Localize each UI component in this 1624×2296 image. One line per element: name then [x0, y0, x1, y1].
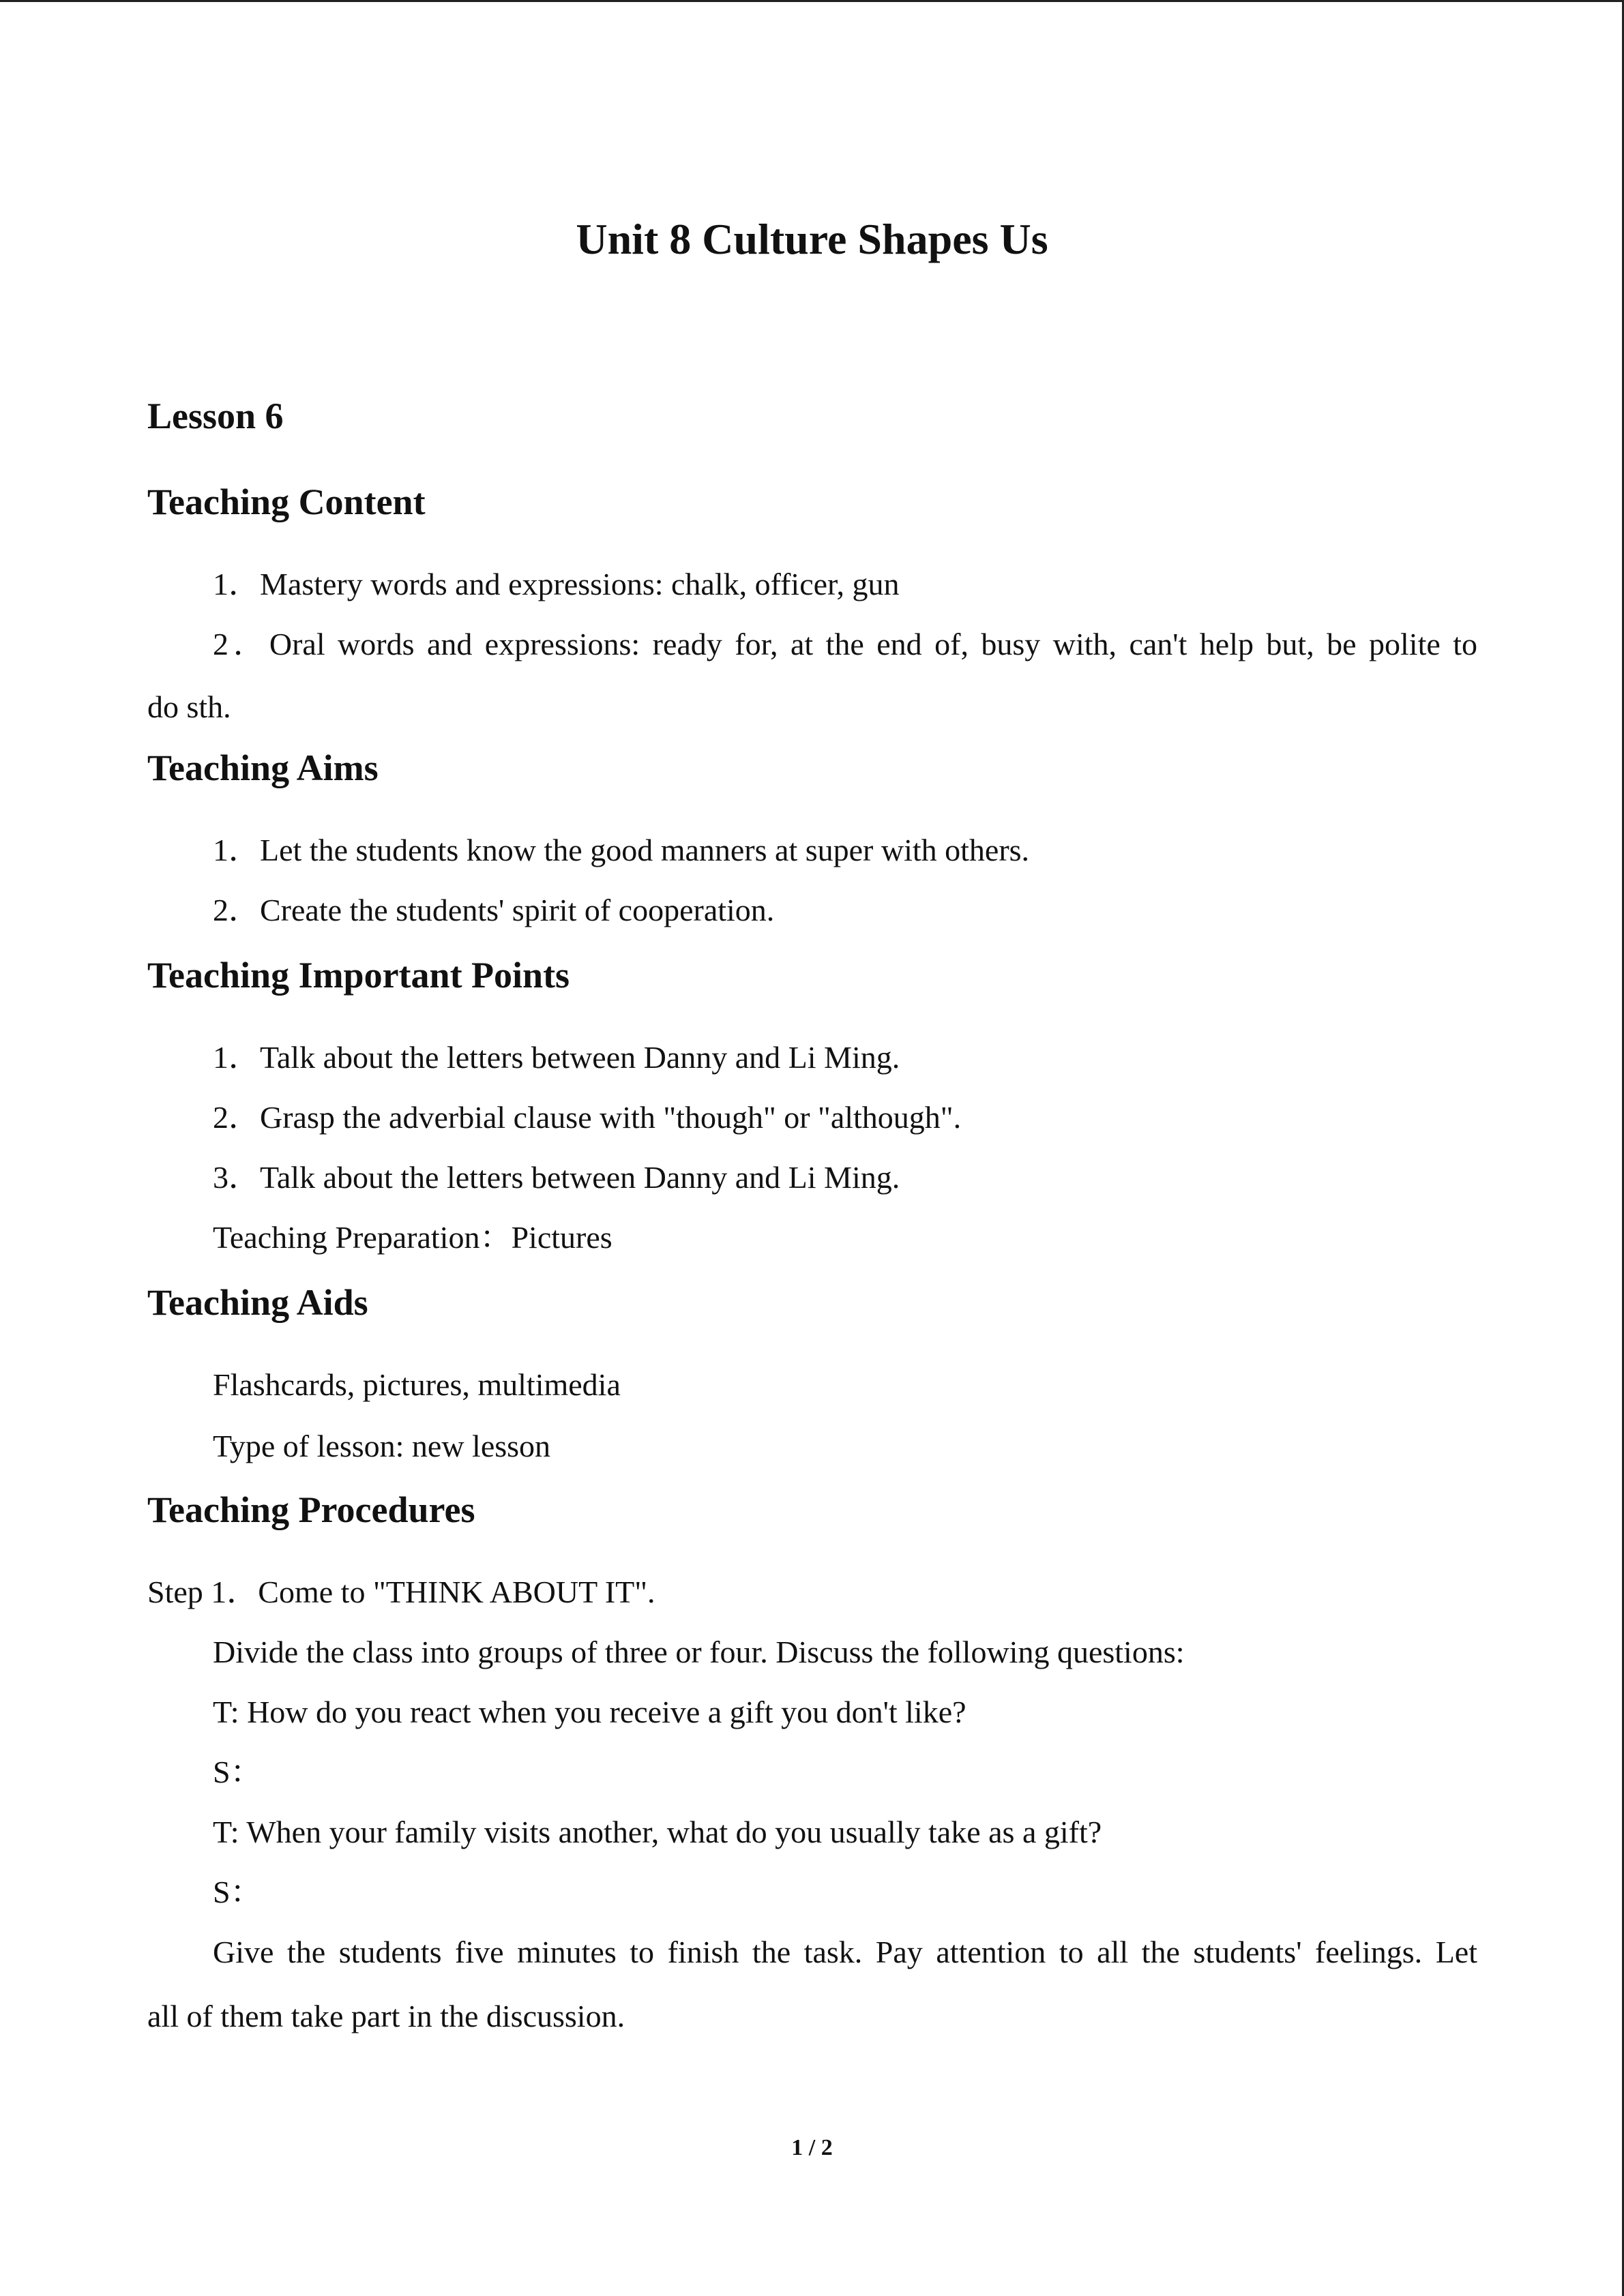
- content-item-2: 2．Oral words and expressions: ready for, at the end of, busy with, can't help but, be polite to: [213, 627, 1477, 661]
- document-title: Unit 8 Culture Shapes Us: [576, 215, 1048, 263]
- aids-item-2: Type of lesson: new lesson: [213, 1429, 551, 1463]
- procedure-item-3: S：: [213, 1755, 262, 1789]
- important-points-item-2: 2．Grasp the adverbial clause with "though" or "although".: [213, 1100, 962, 1135]
- section-heading-important-points: Teaching Important Points: [147, 955, 570, 996]
- procedure-item-4: T: When your family visits another, what do you usually take as a gift?: [213, 1815, 1102, 1849]
- important-points-item-1: 1．Talk about the letters between Danny and Li Ming.: [213, 1040, 900, 1075]
- section-heading-aims: Teaching Aims: [147, 747, 379, 788]
- procedure-item-1: Divide the class into groups of three or four. Discuss the following questions:: [213, 1635, 1185, 1669]
- section-heading-procedures: Teaching Procedures: [147, 1489, 475, 1530]
- lesson-heading: Lesson 6: [147, 396, 284, 436]
- procedure-item-5: S：: [213, 1875, 262, 1909]
- important-points-item-3: 3．Talk about the letters between Danny and Li Ming.: [213, 1160, 900, 1195]
- procedure-item-2: T: How do you react when you receive a gift you don't like?: [213, 1695, 966, 1729]
- content-item-2-continuation: do sth.: [147, 689, 231, 724]
- section-heading-content: Teaching Content: [147, 481, 426, 522]
- procedure-item-6-continuation: all of them take part in the discussion.: [147, 1999, 625, 2033]
- content-item-1: 1．Mastery words and expressions: chalk, officer, gun: [213, 567, 900, 601]
- aims-item-1: 1．Let the students know the good manners at super with others.: [213, 833, 1030, 867]
- section-heading-aids: Teaching Aids: [147, 1282, 368, 1323]
- aids-item-1: Flashcards, pictures, multimedia: [213, 1367, 621, 1402]
- procedure-item-6: Give the students five minutes to finish the task. Pay attention to all the students' feelings. Let: [213, 1935, 1477, 1969]
- aims-item-2: 2．Create the students' spirit of cooperation.: [213, 893, 775, 927]
- teaching-preparation: Teaching Preparation：Pictures: [213, 1220, 612, 1255]
- page-number: 1 / 2: [791, 2135, 833, 2160]
- procedure-step-1: Step 1．Come to "THINK ABOUT IT".: [147, 1575, 655, 1609]
